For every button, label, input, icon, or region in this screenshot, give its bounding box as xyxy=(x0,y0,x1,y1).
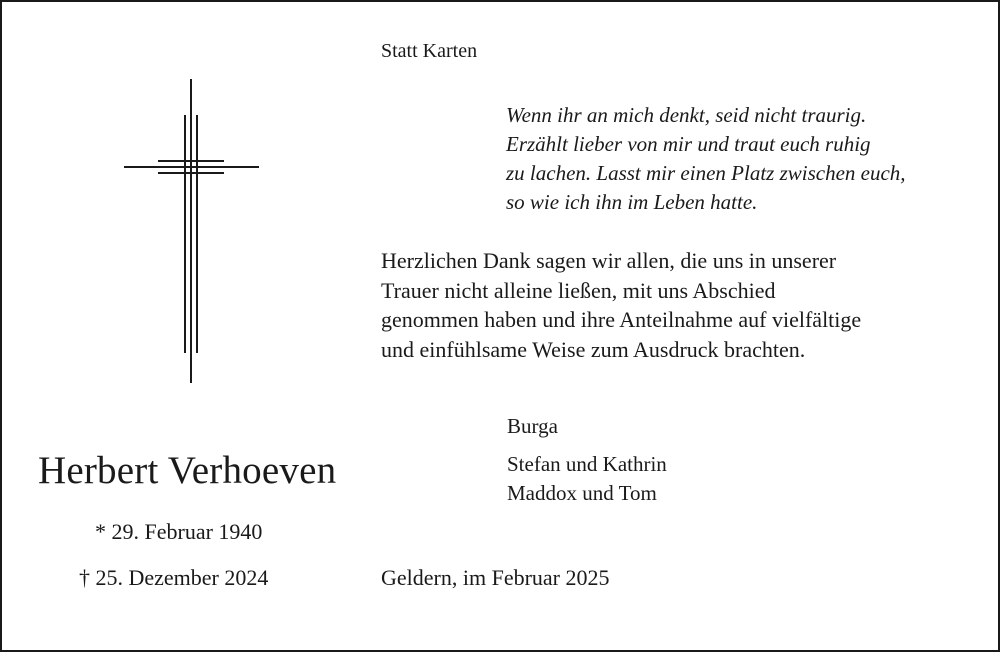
header-note: Statt Karten xyxy=(381,40,478,62)
cross-icon xyxy=(122,77,262,385)
poem-line: zu lachen. Lasst mir einen Platz zwischen euch, xyxy=(506,161,906,185)
signer-stefan-kathrin: Stefan und Kathrin xyxy=(507,452,667,476)
signer-burga: Burga xyxy=(507,414,558,438)
signers xyxy=(507,412,667,508)
thanks-line: und einfühlsame Weise zum Ausdruck brachten. xyxy=(381,336,806,362)
birth-date: * 29. Februar 1940 xyxy=(95,519,263,544)
thanks-line: Trauer nicht alleine ließen, mit uns Abschied xyxy=(381,277,776,303)
signer-spacer xyxy=(507,441,667,450)
death-date: † 25. Dezember 2024 xyxy=(79,565,269,590)
thanks-line: Herzlichen Dank sagen wir allen, die uns in unserer xyxy=(381,248,837,273)
deceased-name: Herbert Verhoeven xyxy=(38,449,337,492)
poem-line: Wenn ihr an mich denkt, seid nicht traurig. xyxy=(506,103,867,127)
thanks-line: genommen haben und ihre Anteilnahme auf vielfältige xyxy=(381,307,862,332)
poem-line: Erzählt lieber von mir und traut euch ruhig xyxy=(506,132,871,156)
signer-maddox-tom: Maddox und Tom xyxy=(507,481,657,505)
poem xyxy=(506,101,906,217)
thanks-paragraph xyxy=(381,246,861,364)
place-and-date: Geldern, im Februar 2025 xyxy=(381,565,610,590)
poem-line: so wie ich ihn im Leben hatte. xyxy=(506,190,758,214)
